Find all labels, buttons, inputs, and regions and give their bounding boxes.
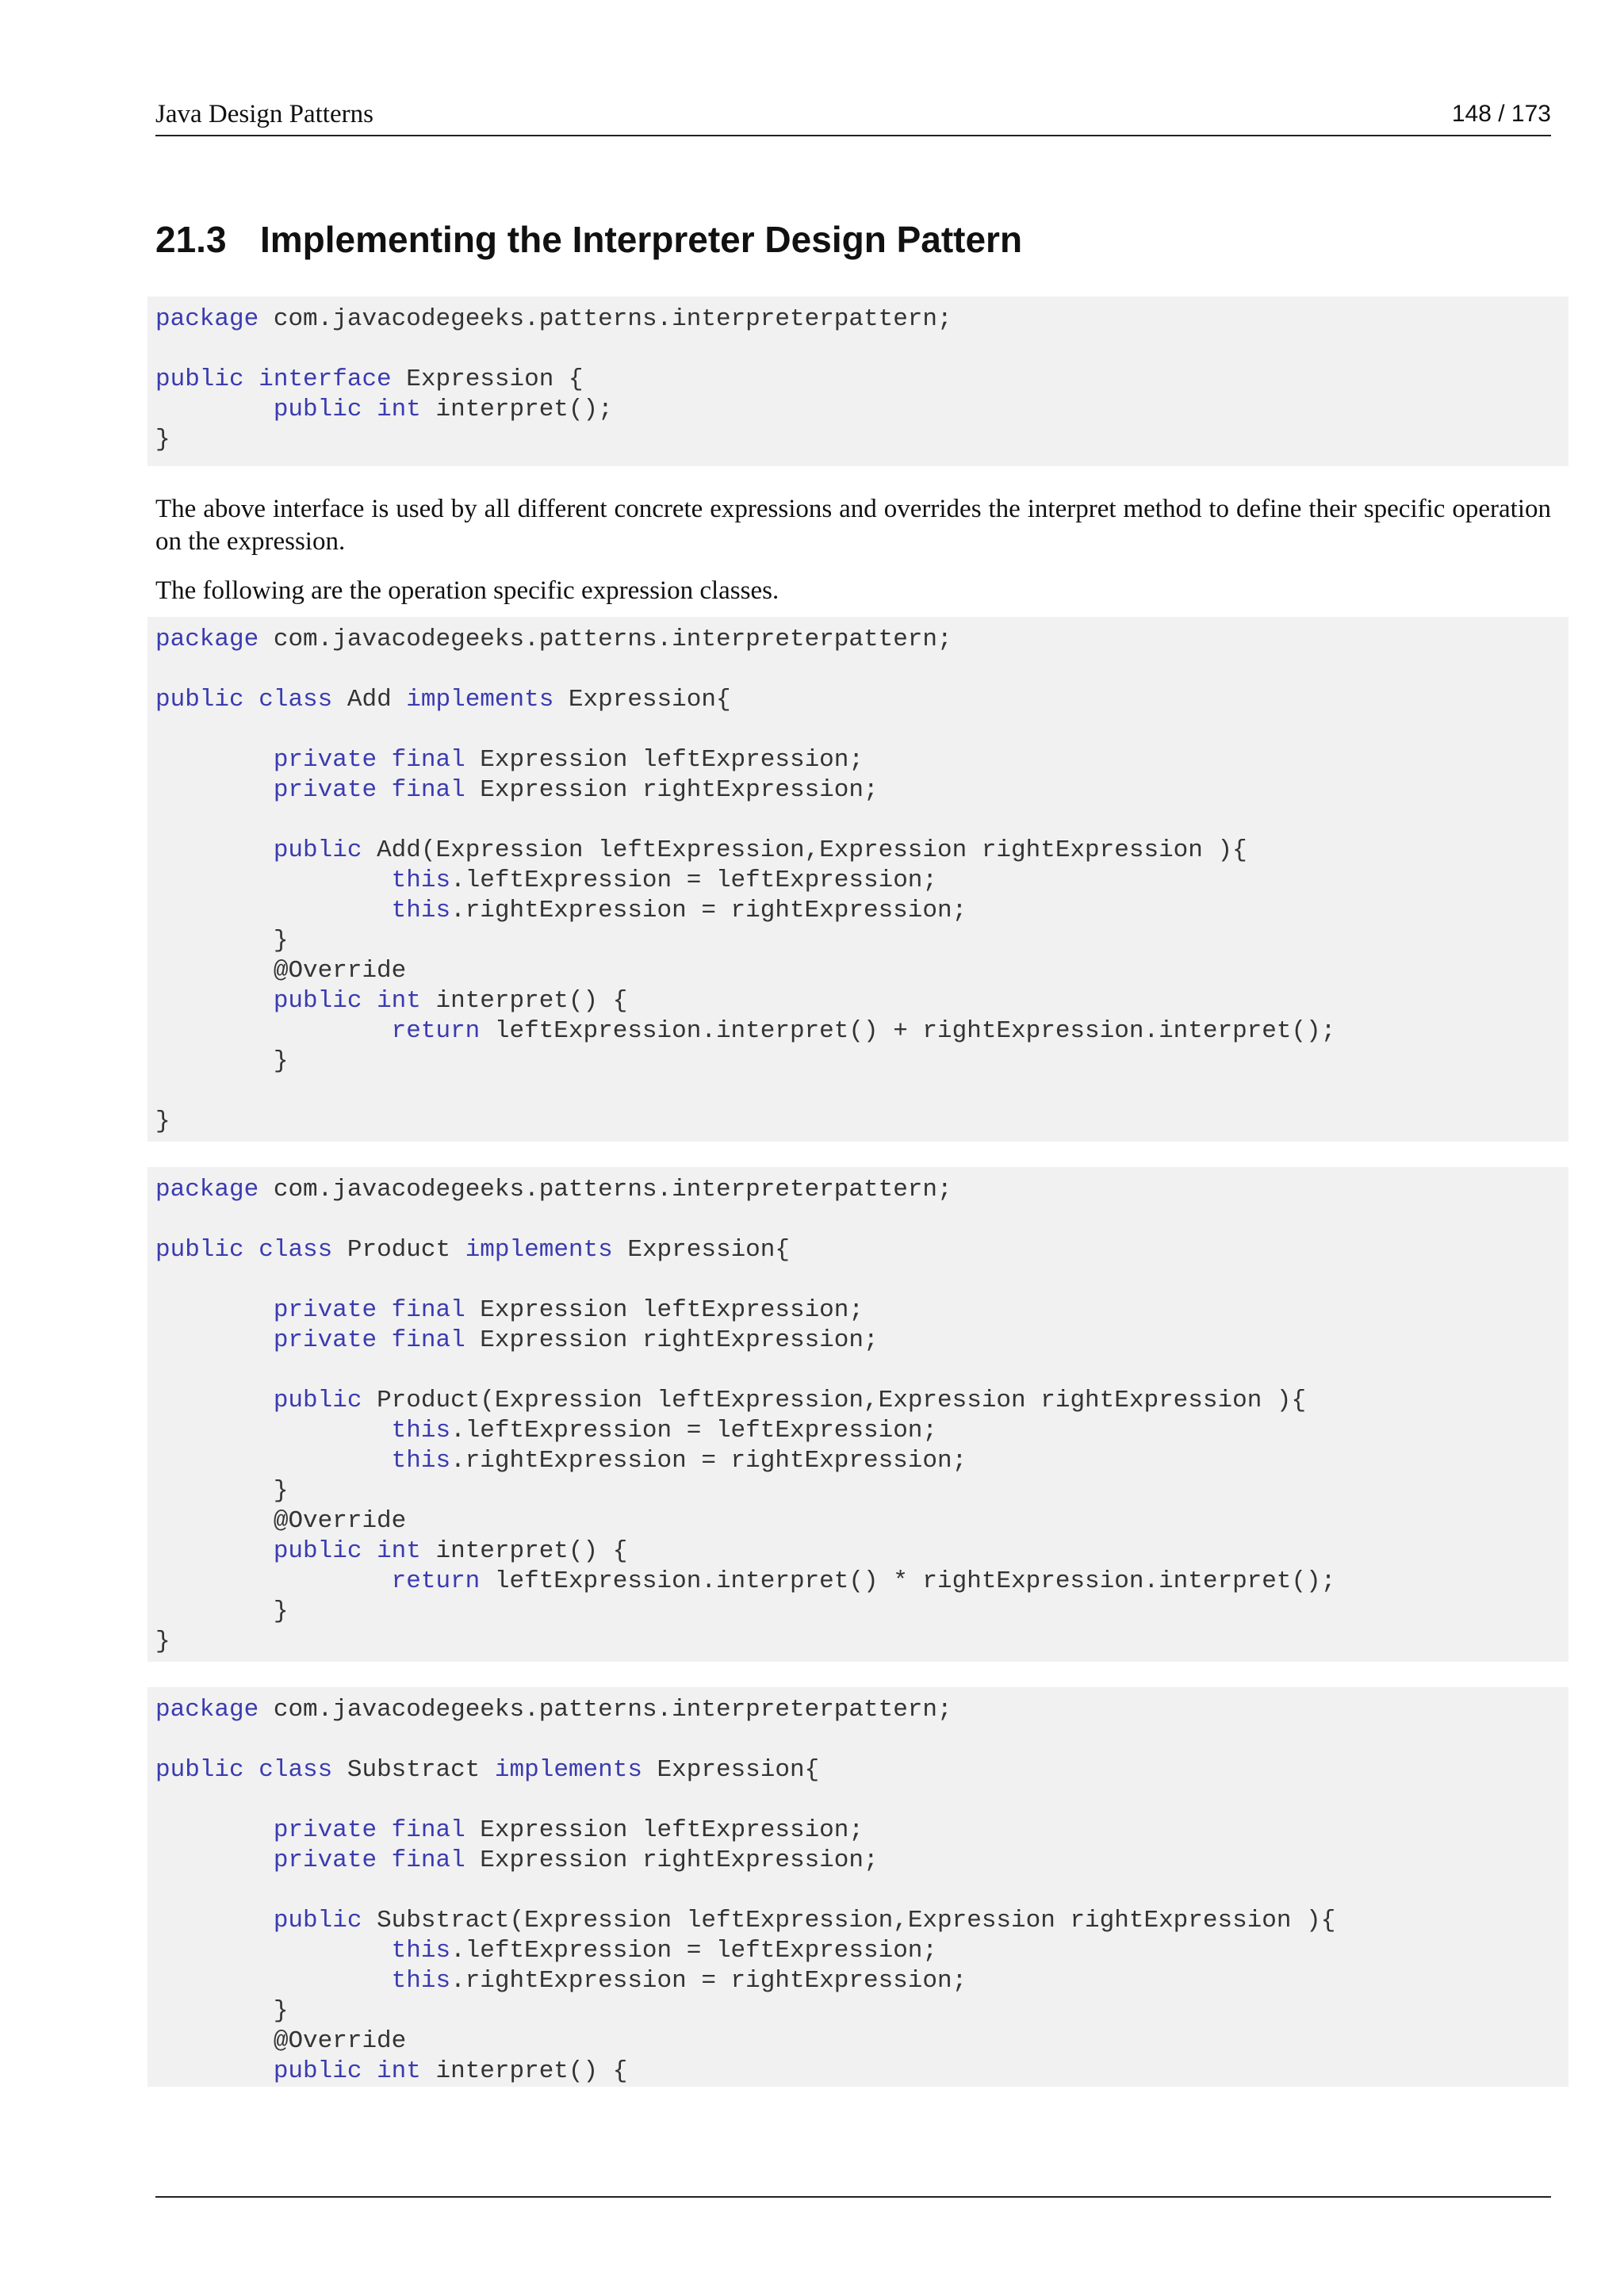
code-line: private final Expression rightExpression; bbox=[273, 776, 879, 804]
code-line: return leftExpression.interpret() * rightExpression.interpret(); bbox=[391, 1567, 1336, 1595]
code-keyword: public bbox=[273, 1537, 362, 1565]
code-line: private final Expression leftExpression; bbox=[273, 1296, 864, 1324]
code-keyword: interface bbox=[259, 365, 392, 393]
code-line: } bbox=[155, 1047, 289, 1075]
code-line bbox=[155, 335, 1561, 365]
code-keyword: public bbox=[155, 1236, 244, 1264]
code-line: public Substract(Expression leftExpression,Expression rightExpression ){ bbox=[273, 1907, 1336, 1934]
code-keyword: final bbox=[391, 1326, 465, 1354]
code-keyword: int bbox=[377, 1537, 421, 1565]
code-keyword: private bbox=[273, 746, 377, 774]
code-keyword: private bbox=[273, 1816, 377, 1844]
code-line bbox=[155, 1785, 1561, 1816]
code-keyword: this bbox=[391, 1967, 451, 1995]
code-line: private final Expression rightExpression; bbox=[273, 1846, 879, 1874]
code-keyword: this bbox=[391, 867, 451, 894]
section-heading bbox=[155, 216, 1022, 263]
code-keyword: final bbox=[391, 1846, 465, 1874]
book-title: Java Design Patterns bbox=[155, 100, 373, 128]
code-keyword: class bbox=[259, 686, 333, 714]
code-line: public int interpret() { bbox=[273, 987, 628, 1015]
code-listing bbox=[155, 1175, 1561, 1657]
code-line: this.rightExpression = rightExpression; bbox=[391, 1967, 967, 1995]
code-keyword: return bbox=[391, 1567, 481, 1595]
code-line: private final Expression rightExpression; bbox=[273, 1326, 879, 1354]
code-line: public interface Expression { bbox=[155, 365, 584, 393]
code-keyword: class bbox=[259, 1236, 333, 1264]
code-line bbox=[155, 1356, 1561, 1386]
code-line bbox=[155, 1725, 1561, 1755]
code-keyword: package bbox=[155, 1696, 259, 1724]
section-title: Implementing the Interpreter Design Pattern bbox=[260, 219, 1023, 260]
code-keyword: int bbox=[377, 987, 421, 1015]
section-number: 21.3 bbox=[155, 219, 227, 260]
code-line bbox=[155, 715, 1561, 745]
code-line: this.leftExpression = leftExpression; bbox=[391, 867, 938, 894]
code-keyword: class bbox=[259, 1756, 333, 1784]
code-keyword: implements bbox=[465, 1236, 613, 1264]
code-keyword: public bbox=[273, 987, 362, 1015]
page-header bbox=[155, 97, 1551, 136]
code-line: } bbox=[155, 1108, 170, 1135]
code-keyword: this bbox=[391, 897, 451, 924]
code-keyword: public bbox=[273, 396, 362, 423]
code-keyword: private bbox=[273, 776, 377, 804]
code-line: public Add(Expression leftExpression,Expression rightExpression ){ bbox=[273, 836, 1247, 864]
code-line: public int interpret(); bbox=[273, 396, 613, 423]
code-line: public class Product implements Expression{ bbox=[155, 1236, 790, 1264]
footer-rule bbox=[155, 2196, 1551, 2198]
code-keyword: private bbox=[273, 1846, 377, 1874]
page-number: 148 / 173 bbox=[1451, 101, 1551, 127]
code-keyword: final bbox=[391, 746, 465, 774]
code-keyword: implements bbox=[406, 686, 554, 714]
code-keyword: public bbox=[273, 2057, 362, 2085]
code-line bbox=[155, 655, 1561, 685]
code-line: this.leftExpression = leftExpression; bbox=[391, 1417, 938, 1445]
code-line bbox=[155, 1077, 1561, 1107]
code-keyword: final bbox=[391, 776, 465, 804]
code-keyword: public bbox=[155, 686, 244, 714]
code-line: public class Add implements Expression{ bbox=[155, 686, 731, 714]
code-block-product bbox=[147, 1167, 1568, 1662]
code-line: } bbox=[155, 1477, 289, 1505]
code-line: @Override bbox=[155, 957, 407, 985]
code-keyword: final bbox=[391, 1816, 465, 1844]
code-keyword: package bbox=[155, 305, 259, 333]
code-keyword: public bbox=[273, 1387, 362, 1414]
code-keyword: this bbox=[391, 1937, 451, 1965]
code-keyword: private bbox=[273, 1326, 377, 1354]
code-listing bbox=[155, 1695, 1561, 2087]
code-line: this.rightExpression = rightExpression; bbox=[391, 897, 967, 924]
code-line: package com.javacodegeeks.patterns.interpreterpattern; bbox=[155, 1176, 952, 1203]
code-keyword: return bbox=[391, 1017, 481, 1045]
code-keyword: package bbox=[155, 626, 259, 653]
code-block-add bbox=[147, 617, 1568, 1142]
code-line: public class Substract implements Expression{ bbox=[155, 1756, 820, 1784]
code-line: private final Expression leftExpression; bbox=[273, 1816, 864, 1844]
code-keyword: public bbox=[155, 365, 244, 393]
code-line: } bbox=[155, 927, 289, 955]
code-line: public int interpret() { bbox=[273, 1537, 628, 1565]
code-keyword: this bbox=[391, 1417, 451, 1445]
code-line: package com.javacodegeeks.patterns.interpreterpattern; bbox=[155, 1696, 952, 1724]
code-line: return leftExpression.interpret() + rightExpression.interpret(); bbox=[391, 1017, 1336, 1045]
code-line: this.leftExpression = leftExpression; bbox=[391, 1937, 938, 1965]
code-line: public Product(Expression leftExpression,Expression rightExpression ){ bbox=[273, 1387, 1307, 1414]
code-listing bbox=[155, 625, 1561, 1137]
code-line: } bbox=[155, 1598, 289, 1625]
code-line: } bbox=[155, 1997, 289, 2025]
code-line: package com.javacodegeeks.patterns.interpreterpattern; bbox=[155, 305, 952, 333]
code-keyword: package bbox=[155, 1176, 259, 1203]
code-block-substract bbox=[147, 1687, 1568, 2087]
code-line bbox=[155, 1205, 1561, 1235]
code-line bbox=[155, 806, 1561, 836]
paragraph-expression-classes: The following are the operation specific expression classes. bbox=[155, 576, 779, 605]
code-keyword: int bbox=[377, 396, 421, 423]
code-keyword: int bbox=[377, 2057, 421, 2085]
code-line: private final Expression leftExpression; bbox=[273, 746, 864, 774]
code-keyword: public bbox=[273, 1907, 362, 1934]
code-line: package com.javacodegeeks.patterns.interpreterpattern; bbox=[155, 626, 952, 653]
code-line: } bbox=[155, 1628, 170, 1655]
code-line: } bbox=[155, 426, 170, 453]
code-line: this.rightExpression = rightExpression; bbox=[391, 1447, 967, 1475]
code-listing bbox=[155, 304, 1561, 455]
code-line bbox=[155, 1265, 1561, 1295]
code-keyword: public bbox=[155, 1756, 244, 1784]
code-line bbox=[155, 1876, 1561, 1906]
code-line: @Override bbox=[155, 1507, 407, 1535]
code-keyword: final bbox=[391, 1296, 465, 1324]
paragraph-interface-description: The above interface is used by all different concrete expressions and overrides the interpret method to define their specific operation on the expression. bbox=[155, 495, 1551, 556]
code-block-expression bbox=[147, 297, 1568, 466]
code-keyword: public bbox=[273, 836, 362, 864]
code-line: public int interpret() { bbox=[273, 2057, 628, 2085]
code-keyword: implements bbox=[494, 1756, 642, 1784]
code-keyword: this bbox=[391, 1447, 451, 1475]
code-line: @Override bbox=[155, 2027, 407, 2055]
code-keyword: private bbox=[273, 1296, 377, 1324]
